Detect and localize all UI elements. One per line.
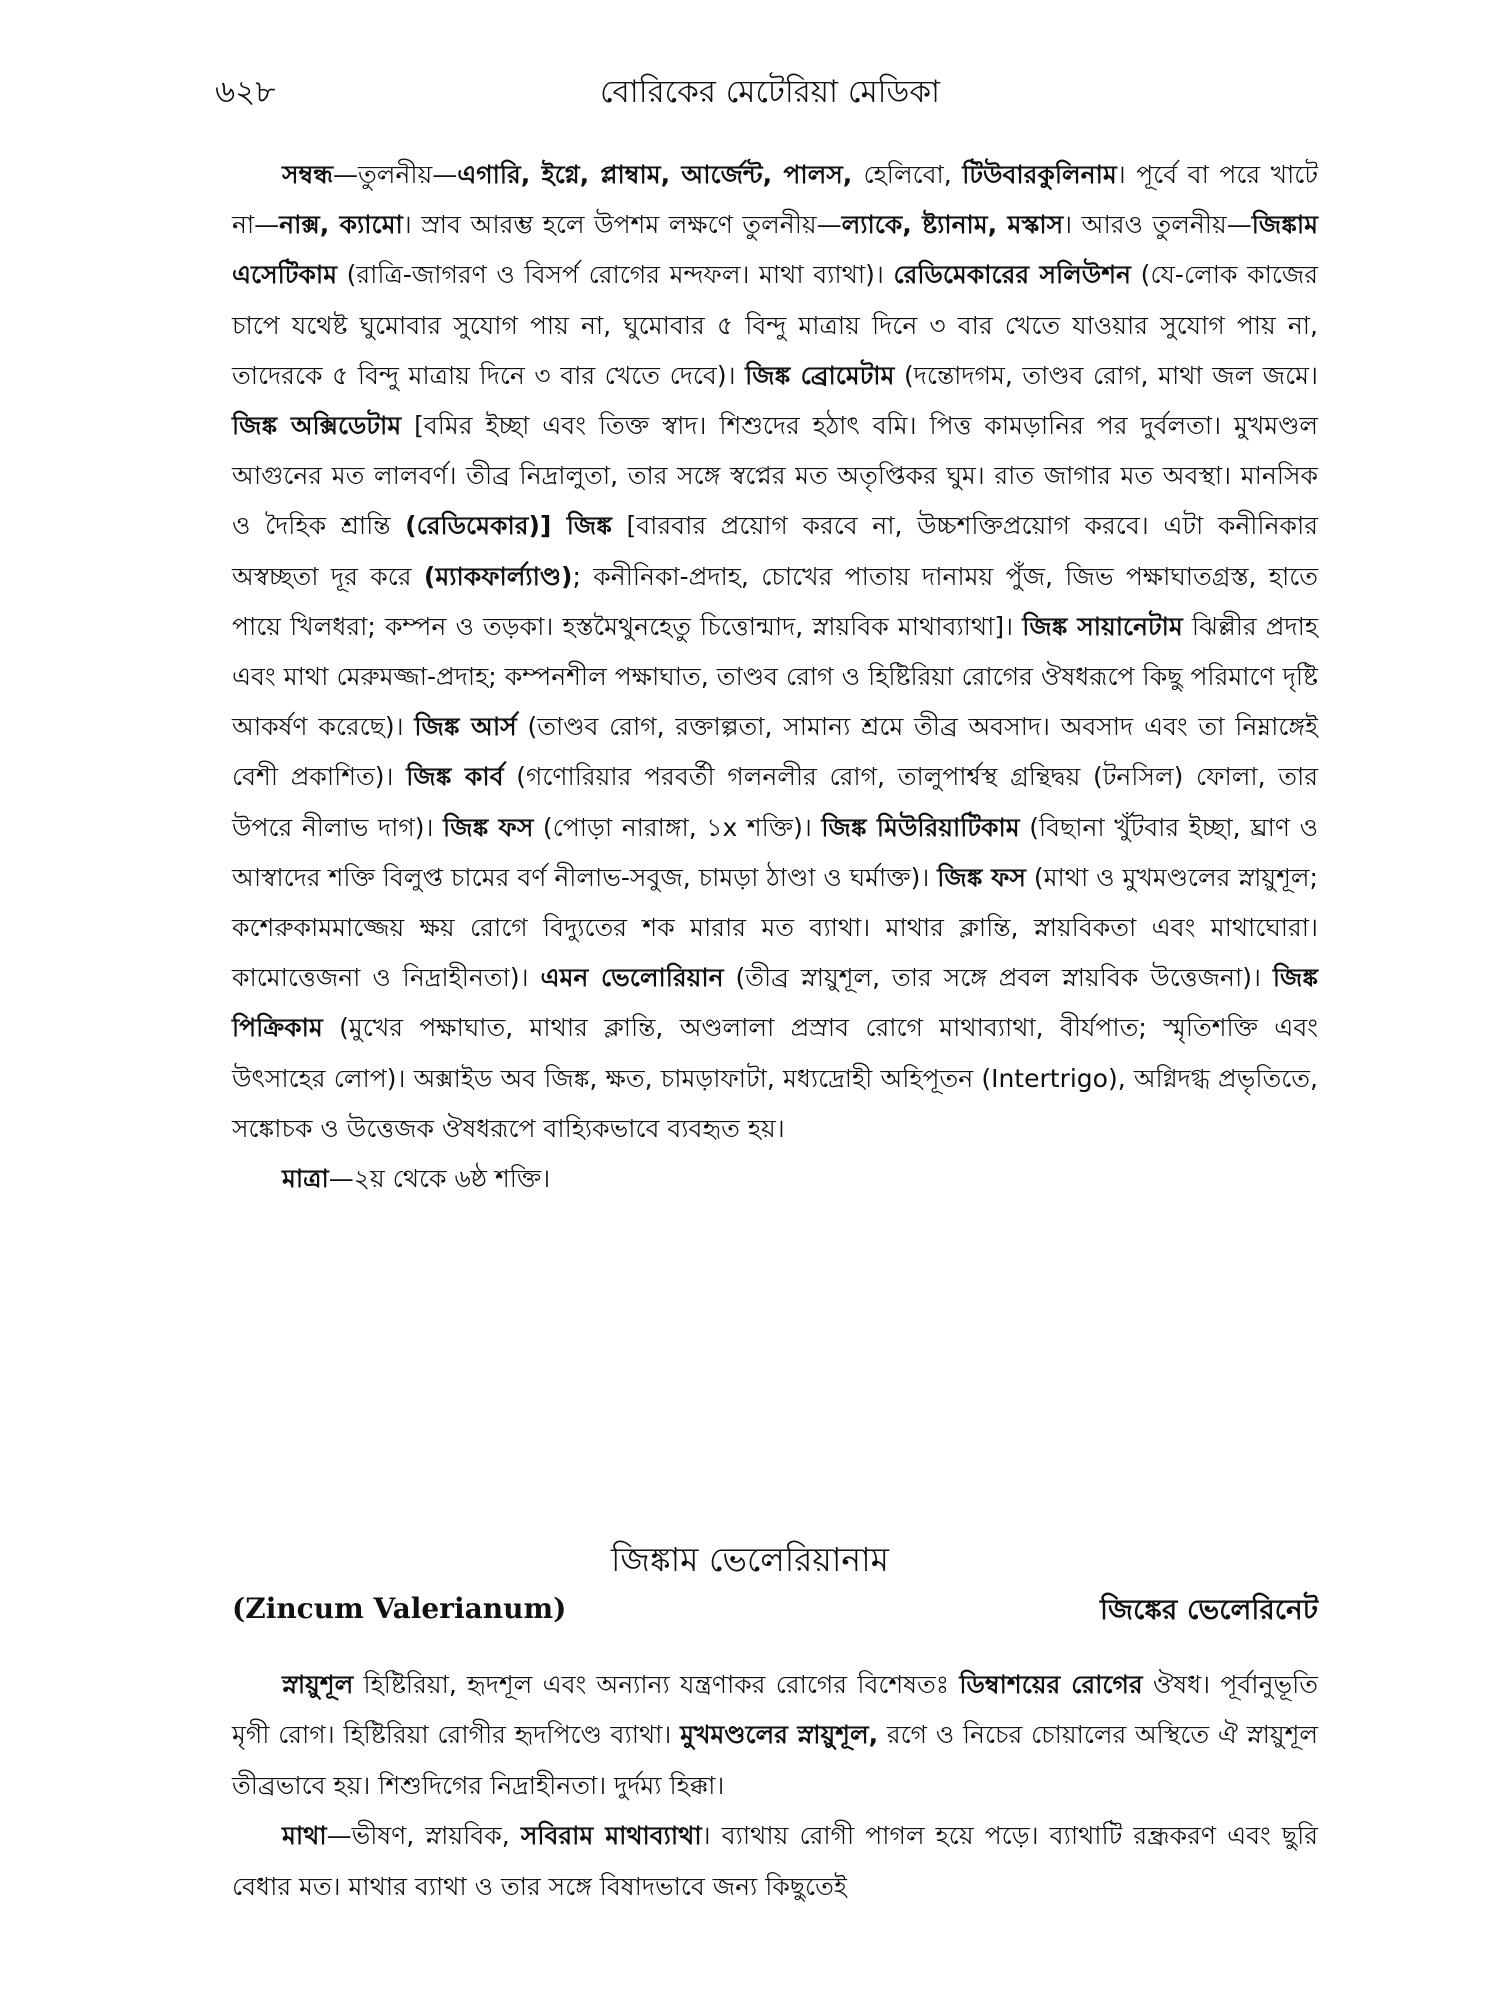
bold-term: জিঙ্ক অক্সিডেটাম <box>232 411 402 441</box>
entry-intro-paragraph <box>232 1660 1318 1811</box>
text-run: (গণোরিয়ার পরবর্তী গলনলীর রোগ, তালুপার্শ্বস্থ গ্রন্থিদ্বয় (টনসিল) ফোলা, তার উপরে নীলাভ দাগ)। <box>232 762 1319 842</box>
text-run: —তুলনীয়— <box>333 160 458 189</box>
page-number: ৬২৮ <box>215 74 276 110</box>
bold-term: রেডিমেকারের সলিউশন <box>893 260 1131 290</box>
text-run: । পূর্বে বা পরে খাটে না— <box>232 160 1318 240</box>
bold-term: জিঙ্ক আর্স <box>414 712 517 742</box>
entry-bengali-name: জিঙ্কের ভেলেরিনেট <box>1100 1593 1318 1626</box>
bold-term: টিউবারকুলিনাম <box>962 160 1117 189</box>
bold-term: মুখমণ্ডলের স্নায়ুশূল, <box>680 1720 879 1750</box>
bold-term: জিঙ্ক সায়ানেটাম <box>1022 611 1183 641</box>
text-run: [বারবার প্রয়োগ করবে না, উচ্চশক্তিপ্রয়োগ করবে। এটা কনীনিকার অস্বচ্ছতা দূর করে <box>232 511 1318 591</box>
bold-term: (ম্যাকফার্ল্যাণ্ড) <box>423 561 573 591</box>
entry-title: জিঙ্কাম ভেলেরিয়ানাম <box>610 1540 889 1579</box>
bold-term: জিঙ্ক মিউরিয়াটিকাম <box>821 812 1020 842</box>
bold-term: স্নায়ুশূল <box>282 1670 354 1699</box>
text-run: (মাথা ও মুখমণ্ডলের স্নায়ুশূল; কশেরুকামমাজ্জেয় ক্ষয় রোগে বিদ্যুতের শক মারার মত ব্যাথা। মাথার ক্লান্তি, স্নায়বিকতা এবং মাথাঘোরা। কামোত্তেজনা ও নিদ্রাহীনতা)। <box>232 862 1318 993</box>
text-run: (তাণ্ডব রোগ, রক্তাল্পতা, সামান্য শ্রমে তীব্র অবসাদ। অবসাদ এবং তা নিম্নাঙ্গেই বেশী প্রকাশিত)। <box>232 712 1318 792</box>
bold-term: জিঙ্ক ফস <box>443 812 534 842</box>
text-run: (যে-লোক কাজের চাপে যথেষ্ট ঘুমোবার সুযোগ পায় না, ঘুমোবার ৫ বিন্দু মাত্রায় দিনে ৩ বার খেতে যাওয়ার সুযোগ পায় না, তাদেরকে ৫ বিন্দু মাত্রায় দিনে ৩ বার খেতে দেবে)। <box>232 260 1318 390</box>
relation-section <box>232 150 1318 1204</box>
relation-paragraph <box>232 150 1318 1154</box>
running-title: বোরিকের মেটেরিয়া মেডিকা <box>599 74 941 110</box>
bold-term: মাথা <box>282 1821 327 1851</box>
entry-body <box>232 1660 1318 1912</box>
text-run: (রাত্রি-জাগরণ ও বিসর্প রোগের মন্দফল। মাথা ব্যাথা)। <box>336 260 894 290</box>
text-run: —২য় থেকে ৬ষ্ঠ শক্তি। <box>328 1164 551 1194</box>
text-run: ঔষধ। পূর্বানুভূতি মৃগী রোগ। হিষ্টিরিয়া রোগীর হৃদপিণ্ডে ব্যাথা। <box>232 1670 1318 1750</box>
bold-term: ডিম্বাশয়ের রোগের <box>959 1670 1143 1699</box>
bold-term: এমন ভেলোরিয়ান <box>540 963 724 993</box>
bold-term: সম্বন্ধ <box>282 160 334 189</box>
entry-head-paragraph <box>232 1811 1318 1912</box>
text-run: (পোড়া নারাঙ্গা, ১x শক্তি)। <box>533 812 822 842</box>
bold-term: সবিরাম মাথাব্যাথা <box>520 1821 702 1851</box>
entry-latin-name: (Zincum Valerianum) <box>232 1592 567 1625</box>
text-run: [বমির ইচ্ছা এবং তিক্ত স্বাদ। শিশুদের হঠাৎ বমি। পিত্ত কামড়ানির পর দুর্বলতা। মুখমণ্ডল আগুনের মত লালবর্ণ। তীব্র নিদ্রালুতা, তার সঙ্গে স্বপ্নের মত অতৃপ্তিকর ঘুম। রাত জাগার মত অবস্থা। মানসিক ও দৈহিক শ্রান্তি <box>232 411 1318 541</box>
text-run: ; কনীনিকা-প্রদাহ, চোখের পাতায় দানাময় পুঁজ, জিভ পক্ষাঘাতগ্রস্ত, হাতে পায়ে খিলধরা; কম্পন ও তড়কা। হস্তমৈথুনহেতু চিত্তোন্মাদ, স্নায়বিক মাথাব্যাথা]। <box>232 561 1318 641</box>
text-run: —ভীষণ, স্নায়বিক, <box>326 1821 521 1851</box>
bold-term: মাত্রা <box>282 1164 329 1194</box>
bold-term: জিঙ্ক পিক্রিকাম <box>232 963 1318 1043</box>
text-run: (দন্তোদগম, তাণ্ডব রোগ, মাথা জল জমে। <box>894 360 1318 390</box>
dose-paragraph <box>232 1154 1318 1204</box>
text-run: (তীব্র স্নায়ুশূল, তার সঙ্গে প্রবল স্নায়বিক উত্তেজনা)। <box>723 963 1273 993</box>
bold-term: জিঙ্ক ফস <box>937 862 1026 892</box>
text-run: (বিছানা খুঁটবার ইচ্ছা, ঘ্রাণ ও আস্বাদের শক্তি বিলুপ্ত চামের বর্ণ নীলাভ-সবুজ, চামড়া ঠাণ্ডা ও ঘর্মাক্ত)। <box>232 812 1319 892</box>
bold-term: ল্যাকে, ষ্ট্যানাম, মস্কাস <box>841 210 1064 240</box>
text-run: রগে ও নিচের চোয়ালের অস্থিতে ঐ স্নায়ুশূল তীব্রভাবে হয়। শিশুদিগের নিদ্রাহীনতা। দুর্দম্য হিক্কা। <box>232 1720 1318 1800</box>
bold-term: (রেডিমেকার)] জিঙ্ক <box>405 511 612 541</box>
text-run: । স্রাব আরম্ভ হলে উপশম লক্ষণে তুলনীয়— <box>402 210 842 240</box>
text-run: (মুখের পক্ষাঘাত, মাথার ক্লান্তি, অণ্ডলালা প্রস্রাব রোগে মাথাব্যাথা, বীর্যপাত; স্মৃতিশক্তি এবং উৎসাহের লোপ)। অক্সাইড অব জিঙ্ক, ক্ষত, চামড়াফাটা, মধ্যদ্রোহী অহিপূতন (Intertrigo), অগ্নিদগ্ধ প্রভৃতিতে, সঙ্কোচক ও উত্তেজক ঔষধরূপে বাহ্যিকভাবে ব্যবহৃত হয়। <box>232 1013 1318 1143</box>
text-run: হেলিবো, <box>863 160 963 189</box>
bold-term: জিঙ্ক কার্ব <box>406 762 504 792</box>
text-run: । ব্যাথায় রোগী পাগল হয়ে পড়ে। ব্যাথাটি রন্ধ্রকরণ এবং ছুরি বেধার মত। মাথার ব্যাথা ও তার সঙ্গে বিষাদভাবে জন্য কিছুতেই <box>232 1821 1318 1901</box>
bold-term: জিঙ্কাম এসেটিকাম <box>232 210 1318 290</box>
bold-term: এগারি, ইগ্নে, প্লাম্বাম, আর্জেন্ট, পালস, <box>457 160 864 189</box>
text-run: হিষ্টিরিয়া, হৃদশূল এবং অন্যান্য যন্ত্রণাকর রোগের বিশেষতঃ <box>353 1670 960 1699</box>
page-header <box>215 68 1325 118</box>
text-run: । আরও তুলনীয়— <box>1063 210 1252 240</box>
bold-term: নাক্স, ক্যামো <box>279 210 403 240</box>
bold-term: জিঙ্ক ব্রোমেটাম <box>745 360 895 390</box>
text-run: ঝিল্লীর প্রদাহ এবং মাথা মেরুমজ্জা-প্রদাহ; কম্পনশীল পক্ষাঘাত, তাণ্ডব রোগ ও হিষ্টিরিয়া রোগের ঔষধরূপে কিছু পরিমাণে দৃষ্টি আকর্ষণ করেছে)। <box>232 611 1318 742</box>
